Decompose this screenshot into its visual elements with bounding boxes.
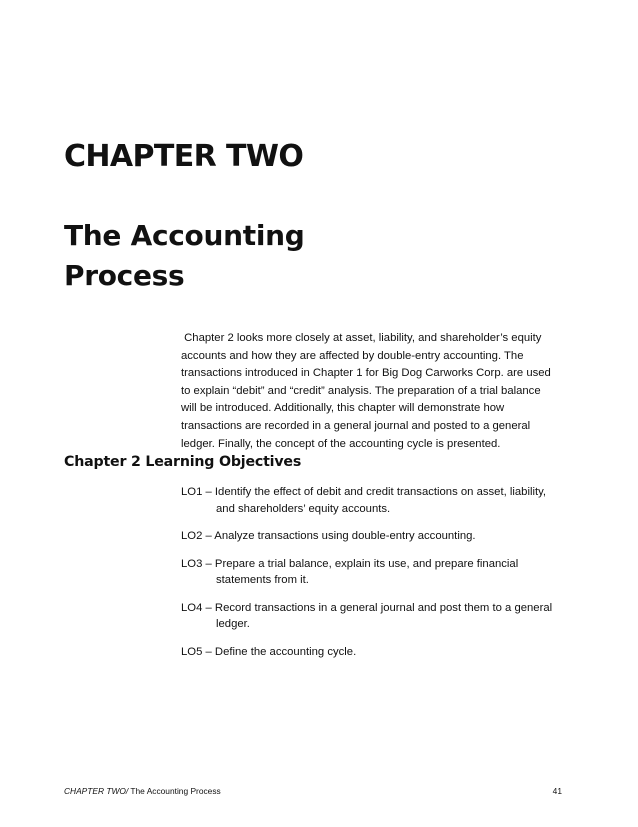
intro-line: will be introduced. Additionally, this chapter will demonstrate how [181, 402, 505, 415]
learning-objective-lo2 [181, 528, 571, 545]
page-number: 41 [552, 786, 562, 796]
intro-line: transactions introduced in Chapter 1 for Big Dog Carworks Corp. are used [181, 367, 551, 380]
learning-objectives-heading: Chapter 2 Learning Objectives [64, 454, 302, 470]
objective-continuation: and shareholders’ equity accounts. [216, 502, 391, 515]
objective-line: LO5 – Define the accounting cycle. [181, 645, 357, 658]
learning-objective-lo3 [181, 556, 571, 589]
footer-chapter-title: The Accounting Process [128, 786, 221, 796]
footer-chapter-label: CHAPTER TWO/ [64, 786, 129, 796]
learning-objective-lo5 [181, 644, 571, 661]
learning-objectives-list [181, 484, 571, 671]
chapter-label: CHAPTER TWO [64, 139, 304, 174]
objective-line: LO1 – Identify the effect of debit and credit transactions on asset, liability, [181, 486, 547, 498]
objective-continuation: statements from it. [216, 574, 309, 586]
objective-line: LO4 – Record transactions in a general journal and post them to a general [181, 601, 553, 614]
objective-line: LO3 – Prepare a trial balance, explain its use, and prepare financial [181, 557, 519, 570]
objective-line: LO2 – Analyze transactions using double-entry accounting. [181, 530, 476, 542]
chapter-title-line: Process [64, 259, 185, 292]
learning-objective-lo4 [181, 600, 571, 633]
intro-paragraph [181, 330, 561, 453]
intro-line: to explain “debit” and “credit” analysis. The preparation of a trial balance [181, 384, 541, 397]
objective-continuation: ledger. [216, 618, 250, 630]
footer-running-title [64, 786, 221, 796]
intro-line: accounts and how they are affected by double-entry accounting. The [181, 349, 524, 362]
intro-line: Chapter 2 looks more closely at asset, liability, and shareholder’s equity [181, 332, 542, 344]
chapter-title-line: The Accounting [64, 219, 305, 252]
learning-objective-lo1 [181, 484, 571, 517]
intro-line: ledger. Finally, the concept of the accounting cycle is presented. [181, 437, 501, 450]
chapter-title [64, 216, 394, 296]
intro-line: transactions are recorded in a general journal and posted to a general [181, 419, 531, 432]
